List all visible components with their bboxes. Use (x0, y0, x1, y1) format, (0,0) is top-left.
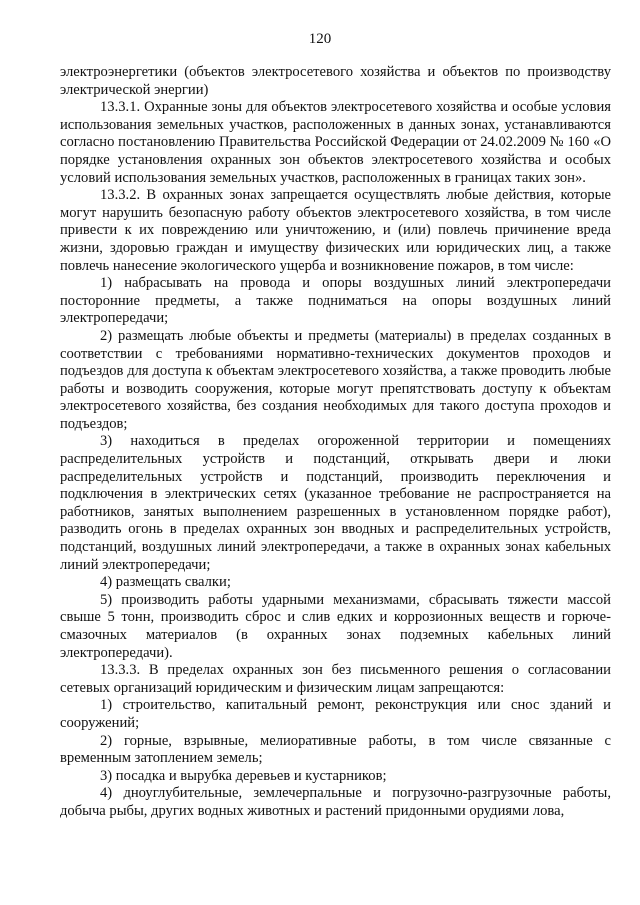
list-item-13-3-2-4: 4) размещать свалки; (100, 574, 231, 591)
document-body (60, 64, 611, 821)
list-item-13-3-2-3: 3) находиться в пределах огороженной территории и помещениях распределительных устройств и подстанций, открывать двери и люки распределительных устройств и подстанций, производить переключения и подключения в электрических сетях (указанное требование не распространяется на работников, занятых выполнением разрешенных в установленном порядке работ), разводить огонь в пределах охранных зон вводных и распределительных устройств, подстанций, воздушных линий электропередачи, а также в охранных зонах кабельных линий электропередачи; (60, 433, 611, 573)
list-item-13-3-3-2: 2) горные, взрывные, мелиоративные работы, в том числе связанные с временным затоплением земель; (60, 732, 611, 767)
paragraph-intro: электроэнергетики (объектов электросетевого хозяйства и объектов по производству электрической энергии) (60, 64, 611, 98)
paragraph-13-3-2: 13.3.2. В охранных зонах запрещается осуществлять любые действия, которые могут нарушить безопасную работу объектов электросетевого хозяйства, в том числе привести к их повреждению или уничтожению, и (или) повлечь причинение вреда жизни, здоровью граждан и имуществу физических или юридических лиц, а также повлечь нанесение экологического ущерба и возникновение пожаров, в том числе: (60, 187, 611, 274)
list-item-13-3-3-3: 3) посадка и вырубка деревьев и кустарников; (100, 767, 387, 784)
list-item-13-3-2-5: 5) производить работы ударными механизмами, сбрасывать тяжести массой свыше 5 тонн, производить сброс и слив едких и коррозионных веществ и горюче-смазочных материалов (в охранных зонах подземных кабельных линий электропередачи). (60, 591, 611, 661)
paragraph-13-3-1: 13.3.1. Охранные зоны для объектов электросетевого хозяйства и особые условия использования земельных участков, расположенных в данных зонах, устанавливаются согласно постановлению Правительства Российской Федерации от 24.02.2009 № 160 «О порядке установления охранных зон объектов электросетевого хозяйства и особых условий использования земельных участков, расположенных в границах таких зон». (60, 99, 611, 186)
list-item-13-3-3-1: 1) строительство, капитальный ремонт, реконструкция или снос зданий и сооружений; (60, 697, 611, 731)
list-item-13-3-3-4: 4) дноуглубительные, землечерпальные и погрузочно-разгрузочные работы, добыча рыбы, других водных животных и растений придонными орудиями лова, (60, 785, 611, 819)
paragraph-13-3-3: 13.3.3. В пределах охранных зон без письменного решения о согласовании сетевых организаций юридическим и физическим лицам запрещаются: (60, 662, 611, 696)
page-number: 120 (308, 31, 332, 47)
list-item-13-3-2-1: 1) набрасывать на провода и опоры воздушных линий электропередачи посторонние предметы, а также подниматься на опоры воздушных линий электропередачи; (60, 275, 611, 327)
list-item-13-3-2-2: 2) размещать любые объекты и предметы (материалы) в пределах созданных в соответствии с требованиями нормативно-технических документов проходов и подъездов для доступа к объектам электросетевого хозяйства, а также проводить любые работы и возводить сооружения, которые могут препятствовать доступу к объектам электросетевого хозяйства, без создания необходимых для такого доступа проходов и подъездов; (60, 327, 611, 432)
